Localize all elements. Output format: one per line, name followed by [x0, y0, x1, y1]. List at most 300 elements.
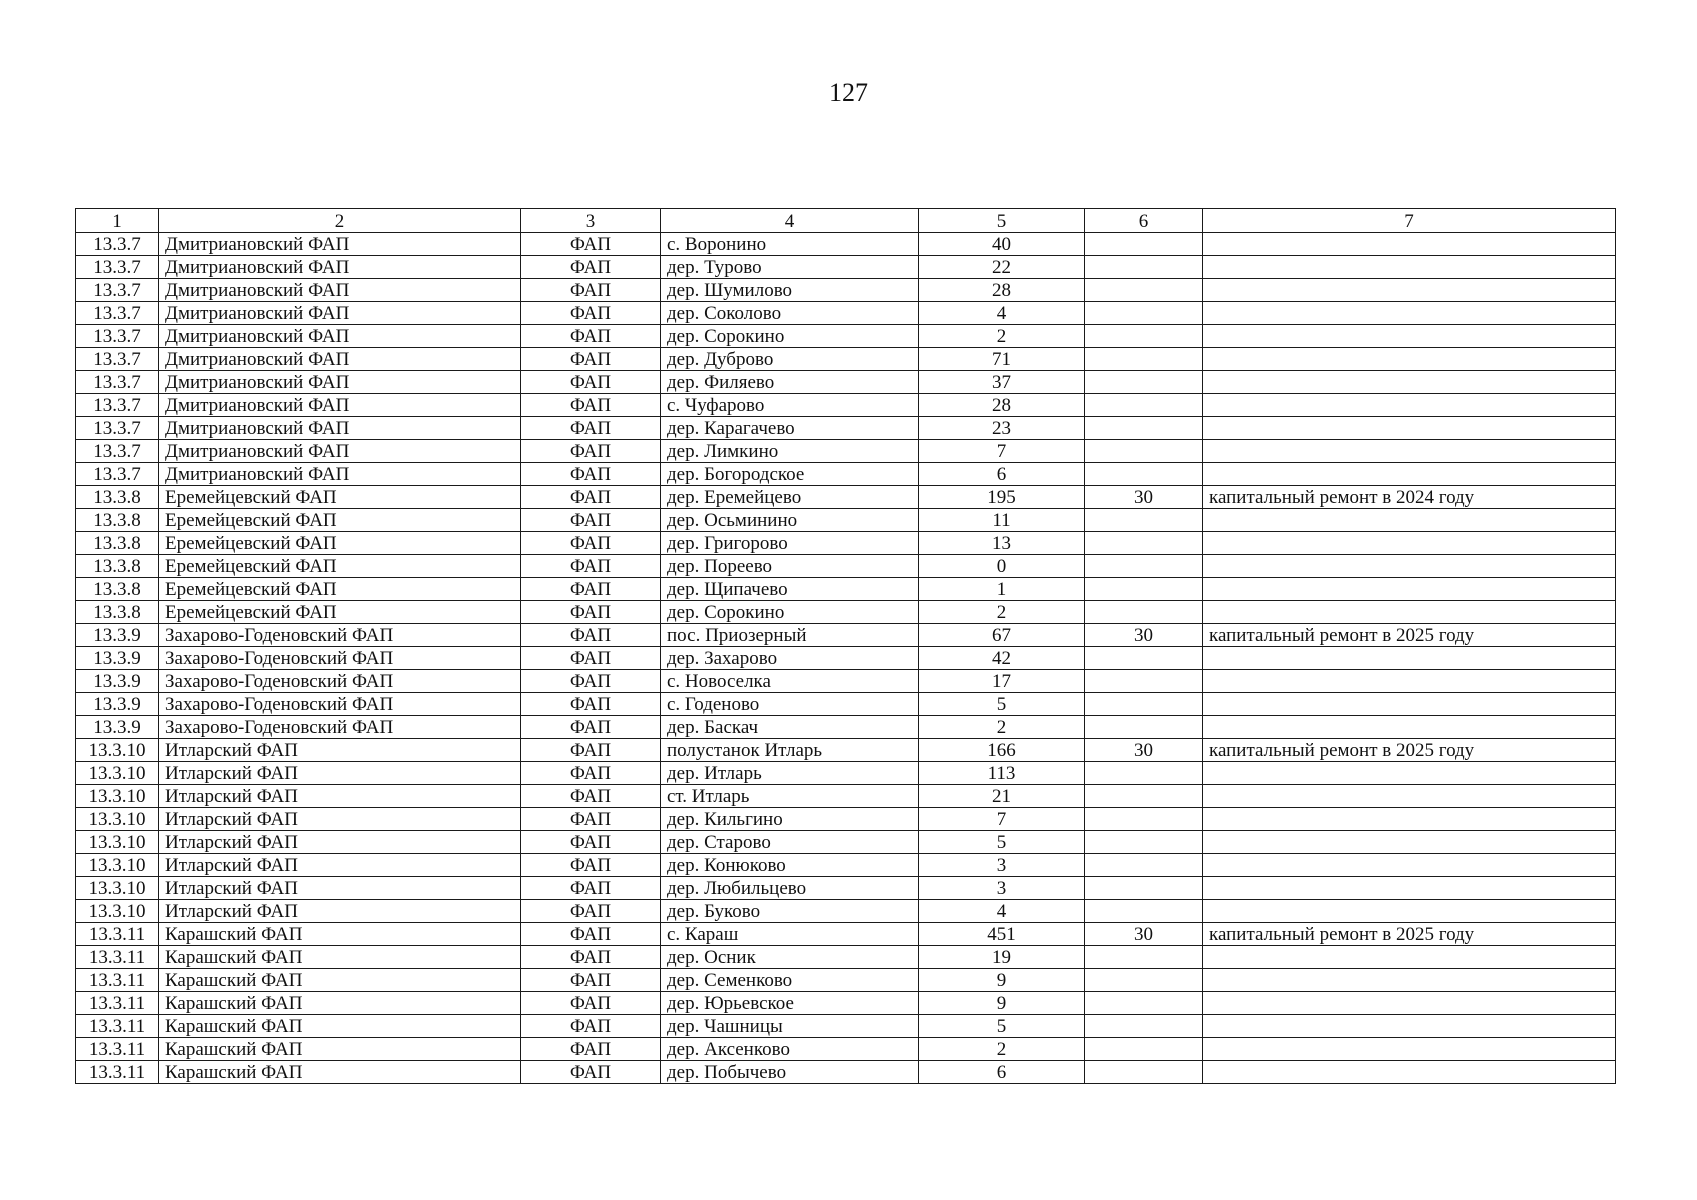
cell-row-number: 13.3.8	[76, 555, 159, 578]
table-row	[76, 1038, 1616, 1061]
cell-population: 451	[919, 923, 1085, 946]
cell-institution-type: ФАП	[521, 256, 661, 279]
cell-settlement: дер. Филяево	[661, 371, 919, 394]
table-row	[76, 854, 1616, 877]
cell-institution-type: ФАП	[521, 877, 661, 900]
cell-settlement: дер. Карагачево	[661, 417, 919, 440]
table-row	[76, 509, 1616, 532]
table-row	[76, 1061, 1616, 1084]
cell-settlement: дер. Буково	[661, 900, 919, 923]
table-row	[76, 440, 1616, 463]
cell-value-col6	[1085, 647, 1203, 670]
cell-row-number: 13.3.11	[76, 1038, 159, 1061]
cell-value-col6	[1085, 900, 1203, 923]
cell-value-col6	[1085, 279, 1203, 302]
cell-institution-type: ФАП	[521, 325, 661, 348]
cell-institution-name: Захарово-Годеновский ФАП	[159, 716, 521, 739]
table-row	[76, 256, 1616, 279]
cell-institution-type: ФАП	[521, 394, 661, 417]
cell-institution-name: Еремейцевский ФАП	[159, 486, 521, 509]
table-row	[76, 693, 1616, 716]
cell-settlement: дер. Осник	[661, 946, 919, 969]
cell-value-col6	[1085, 233, 1203, 256]
cell-institution-type: ФАП	[521, 440, 661, 463]
cell-institution-type: ФАП	[521, 762, 661, 785]
cell-row-number: 13.3.7	[76, 417, 159, 440]
cell-row-number: 13.3.10	[76, 854, 159, 877]
cell-population: 2	[919, 1038, 1085, 1061]
cell-value-col6	[1085, 417, 1203, 440]
cell-settlement: дер. Конюково	[661, 854, 919, 877]
cell-row-number: 13.3.8	[76, 486, 159, 509]
cell-institution-name: Захарово-Годеновский ФАП	[159, 624, 521, 647]
cell-value-col6	[1085, 693, 1203, 716]
cell-note	[1203, 1061, 1616, 1084]
cell-note	[1203, 394, 1616, 417]
cell-institution-type: ФАП	[521, 716, 661, 739]
cell-institution-name: Карашский ФАП	[159, 923, 521, 946]
cell-institution-type: ФАП	[521, 555, 661, 578]
cell-institution-name: Еремейцевский ФАП	[159, 578, 521, 601]
cell-institution-name: Дмитриановский ФАП	[159, 302, 521, 325]
cell-settlement: дер. Побычево	[661, 1061, 919, 1084]
page-number: 127	[829, 78, 868, 107]
cell-institution-name: Карашский ФАП	[159, 1061, 521, 1084]
cell-note	[1203, 233, 1616, 256]
table-row	[76, 900, 1616, 923]
cell-settlement: дер. Аксенково	[661, 1038, 919, 1061]
cell-value-col6: 30	[1085, 923, 1203, 946]
cell-settlement: дер. Еремейцево	[661, 486, 919, 509]
cell-population: 28	[919, 394, 1085, 417]
cell-note	[1203, 1015, 1616, 1038]
cell-institution-type: ФАП	[521, 854, 661, 877]
cell-row-number: 13.3.11	[76, 1015, 159, 1038]
table-row	[76, 279, 1616, 302]
cell-institution-name: Итларский ФАП	[159, 854, 521, 877]
cell-note: капитальный ремонт в 2025 году	[1203, 923, 1616, 946]
cell-settlement: ст. Итларь	[661, 785, 919, 808]
cell-note	[1203, 670, 1616, 693]
cell-value-col6	[1085, 831, 1203, 854]
cell-institution-name: Еремейцевский ФАП	[159, 601, 521, 624]
cell-note	[1203, 256, 1616, 279]
cell-note	[1203, 831, 1616, 854]
cell-population: 42	[919, 647, 1085, 670]
cell-settlement: дер. Баскач	[661, 716, 919, 739]
column-header-4: 4	[661, 209, 919, 233]
cell-population: 11	[919, 509, 1085, 532]
cell-population: 21	[919, 785, 1085, 808]
table-row	[76, 233, 1616, 256]
cell-value-col6	[1085, 302, 1203, 325]
cell-population: 13	[919, 532, 1085, 555]
cell-note: капитальный ремонт в 2025 году	[1203, 739, 1616, 762]
column-header-2: 2	[159, 209, 521, 233]
cell-row-number: 13.3.10	[76, 900, 159, 923]
cell-institution-type: ФАП	[521, 348, 661, 371]
cell-institution-type: ФАП	[521, 1061, 661, 1084]
cell-population: 17	[919, 670, 1085, 693]
cell-row-number: 13.3.7	[76, 325, 159, 348]
cell-note	[1203, 348, 1616, 371]
cell-row-number: 13.3.10	[76, 831, 159, 854]
cell-institution-type: ФАП	[521, 463, 661, 486]
column-header-3: 3	[521, 209, 661, 233]
cell-value-col6	[1085, 256, 1203, 279]
cell-institution-name: Карашский ФАП	[159, 969, 521, 992]
cell-value-col6	[1085, 348, 1203, 371]
cell-institution-name: Дмитриановский ФАП	[159, 440, 521, 463]
table-row	[76, 716, 1616, 739]
cell-institution-type: ФАП	[521, 578, 661, 601]
cell-row-number: 13.3.11	[76, 969, 159, 992]
cell-note	[1203, 601, 1616, 624]
cell-note	[1203, 532, 1616, 555]
cell-population: 7	[919, 808, 1085, 831]
cell-institution-type: ФАП	[521, 923, 661, 946]
cell-settlement: дер. Захарово	[661, 647, 919, 670]
cell-note	[1203, 946, 1616, 969]
cell-note	[1203, 440, 1616, 463]
cell-settlement: дер. Сорокино	[661, 325, 919, 348]
cell-population: 23	[919, 417, 1085, 440]
cell-note	[1203, 716, 1616, 739]
cell-settlement: дер. Старово	[661, 831, 919, 854]
cell-institution-name: Дмитриановский ФАП	[159, 348, 521, 371]
cell-settlement: дер. Богородское	[661, 463, 919, 486]
table-row	[76, 371, 1616, 394]
data-table	[75, 208, 1616, 1084]
cell-value-col6	[1085, 1015, 1203, 1038]
cell-institution-name: Дмитриановский ФАП	[159, 279, 521, 302]
cell-population: 113	[919, 762, 1085, 785]
table-row	[76, 555, 1616, 578]
cell-note	[1203, 509, 1616, 532]
cell-population: 166	[919, 739, 1085, 762]
cell-row-number: 13.3.7	[76, 371, 159, 394]
cell-institution-type: ФАП	[521, 693, 661, 716]
table-row	[76, 923, 1616, 946]
table-row	[76, 762, 1616, 785]
cell-institution-type: ФАП	[521, 233, 661, 256]
cell-note	[1203, 279, 1616, 302]
cell-institution-name: Захарово-Годеновский ФАП	[159, 670, 521, 693]
table-row	[76, 808, 1616, 831]
cell-value-col6: 30	[1085, 486, 1203, 509]
cell-population: 71	[919, 348, 1085, 371]
cell-value-col6	[1085, 394, 1203, 417]
cell-institution-name: Итларский ФАП	[159, 831, 521, 854]
cell-value-col6	[1085, 1038, 1203, 1061]
cell-institution-type: ФАП	[521, 831, 661, 854]
cell-institution-type: ФАП	[521, 302, 661, 325]
cell-row-number: 13.3.8	[76, 532, 159, 555]
cell-row-number: 13.3.7	[76, 394, 159, 417]
cell-institution-name: Итларский ФАП	[159, 785, 521, 808]
cell-value-col6	[1085, 716, 1203, 739]
cell-institution-type: ФАП	[521, 509, 661, 532]
cell-population: 1	[919, 578, 1085, 601]
cell-institution-name: Итларский ФАП	[159, 900, 521, 923]
cell-value-col6	[1085, 371, 1203, 394]
cell-value-col6	[1085, 785, 1203, 808]
cell-institution-type: ФАП	[521, 670, 661, 693]
cell-population: 6	[919, 463, 1085, 486]
cell-value-col6	[1085, 555, 1203, 578]
table-row	[76, 348, 1616, 371]
cell-settlement: дер. Чашницы	[661, 1015, 919, 1038]
cell-institution-type: ФАП	[521, 739, 661, 762]
cell-value-col6	[1085, 532, 1203, 555]
cell-institution-name: Карашский ФАП	[159, 992, 521, 1015]
cell-institution-type: ФАП	[521, 647, 661, 670]
cell-settlement: дер. Щипачево	[661, 578, 919, 601]
cell-institution-name: Итларский ФАП	[159, 762, 521, 785]
cell-institution-name: Дмитриановский ФАП	[159, 463, 521, 486]
cell-note	[1203, 1038, 1616, 1061]
cell-note	[1203, 808, 1616, 831]
cell-settlement: дер. Юрьевское	[661, 992, 919, 1015]
table-row	[76, 302, 1616, 325]
table-row	[76, 1015, 1616, 1038]
cell-population: 9	[919, 992, 1085, 1015]
cell-value-col6	[1085, 992, 1203, 1015]
cell-note: капитальный ремонт в 2024 году	[1203, 486, 1616, 509]
table-row	[76, 578, 1616, 601]
cell-note	[1203, 463, 1616, 486]
cell-note	[1203, 417, 1616, 440]
cell-institution-name: Дмитриановский ФАП	[159, 256, 521, 279]
cell-institution-type: ФАП	[521, 808, 661, 831]
cell-settlement: дер. Дуброво	[661, 348, 919, 371]
cell-institution-name: Карашский ФАП	[159, 1015, 521, 1038]
cell-population: 4	[919, 900, 1085, 923]
cell-population: 22	[919, 256, 1085, 279]
cell-value-col6	[1085, 854, 1203, 877]
cell-settlement: дер. Пореево	[661, 555, 919, 578]
cell-settlement: пос. Приозерный	[661, 624, 919, 647]
cell-row-number: 13.3.7	[76, 256, 159, 279]
cell-note	[1203, 693, 1616, 716]
column-header-7: 7	[1203, 209, 1616, 233]
cell-institution-type: ФАП	[521, 417, 661, 440]
cell-note	[1203, 877, 1616, 900]
cell-value-col6	[1085, 509, 1203, 532]
cell-row-number: 13.3.9	[76, 716, 159, 739]
cell-settlement: дер. Осьминино	[661, 509, 919, 532]
cell-settlement: полустанок Итларь	[661, 739, 919, 762]
cell-institution-name: Итларский ФАП	[159, 808, 521, 831]
cell-institution-name: Еремейцевский ФАП	[159, 555, 521, 578]
cell-institution-type: ФАП	[521, 486, 661, 509]
cell-value-col6	[1085, 440, 1203, 463]
cell-institution-type: ФАП	[521, 969, 661, 992]
cell-value-col6	[1085, 1061, 1203, 1084]
cell-value-col6	[1085, 670, 1203, 693]
cell-institution-name: Итларский ФАП	[159, 877, 521, 900]
cell-population: 67	[919, 624, 1085, 647]
cell-settlement: с. Караш	[661, 923, 919, 946]
cell-institution-name: Еремейцевский ФАП	[159, 509, 521, 532]
cell-population: 40	[919, 233, 1085, 256]
table-row	[76, 647, 1616, 670]
cell-value-col6	[1085, 946, 1203, 969]
cell-value-col6	[1085, 969, 1203, 992]
cell-note	[1203, 762, 1616, 785]
cell-value-col6: 30	[1085, 624, 1203, 647]
cell-population: 6	[919, 1061, 1085, 1084]
cell-institution-name: Еремейцевский ФАП	[159, 532, 521, 555]
cell-value-col6	[1085, 808, 1203, 831]
cell-population: 4	[919, 302, 1085, 325]
cell-population: 2	[919, 325, 1085, 348]
table-row	[76, 486, 1616, 509]
cell-institution-type: ФАП	[521, 946, 661, 969]
cell-institution-name: Дмитриановский ФАП	[159, 325, 521, 348]
cell-settlement: дер. Турово	[661, 256, 919, 279]
cell-population: 28	[919, 279, 1085, 302]
cell-settlement: дер. Итларь	[661, 762, 919, 785]
cell-population: 3	[919, 877, 1085, 900]
cell-settlement: дер. Семенково	[661, 969, 919, 992]
table-row	[76, 785, 1616, 808]
column-header-1: 1	[76, 209, 159, 233]
cell-row-number: 13.3.9	[76, 624, 159, 647]
cell-institution-name: Карашский ФАП	[159, 946, 521, 969]
cell-value-col6	[1085, 601, 1203, 624]
table-row	[76, 463, 1616, 486]
cell-row-number: 13.3.7	[76, 463, 159, 486]
table-row	[76, 670, 1616, 693]
cell-population: 195	[919, 486, 1085, 509]
table-row	[76, 969, 1616, 992]
cell-note	[1203, 325, 1616, 348]
cell-institution-type: ФАП	[521, 601, 661, 624]
cell-row-number: 13.3.9	[76, 670, 159, 693]
cell-value-col6	[1085, 877, 1203, 900]
cell-row-number: 13.3.7	[76, 233, 159, 256]
cell-population: 0	[919, 555, 1085, 578]
table-row	[76, 417, 1616, 440]
cell-row-number: 13.3.10	[76, 762, 159, 785]
cell-institution-name: Дмитриановский ФАП	[159, 394, 521, 417]
cell-note	[1203, 992, 1616, 1015]
cell-institution-type: ФАП	[521, 532, 661, 555]
cell-note	[1203, 578, 1616, 601]
table-row	[76, 601, 1616, 624]
cell-population: 7	[919, 440, 1085, 463]
cell-institution-type: ФАП	[521, 624, 661, 647]
cell-population: 5	[919, 693, 1085, 716]
cell-note	[1203, 900, 1616, 923]
table-row	[76, 831, 1616, 854]
cell-note	[1203, 647, 1616, 670]
table-row	[76, 532, 1616, 555]
cell-institution-type: ФАП	[521, 785, 661, 808]
cell-note	[1203, 854, 1616, 877]
cell-row-number: 13.3.7	[76, 348, 159, 371]
cell-institution-type: ФАП	[521, 900, 661, 923]
cell-note	[1203, 302, 1616, 325]
cell-row-number: 13.3.11	[76, 992, 159, 1015]
cell-row-number: 13.3.10	[76, 877, 159, 900]
cell-row-number: 13.3.8	[76, 509, 159, 532]
column-header-6: 6	[1085, 209, 1203, 233]
cell-row-number: 13.3.7	[76, 279, 159, 302]
cell-population: 5	[919, 831, 1085, 854]
cell-settlement: дер. Кильгино	[661, 808, 919, 831]
cell-population: 2	[919, 601, 1085, 624]
cell-settlement: с. Воронино	[661, 233, 919, 256]
cell-settlement: с. Новоселка	[661, 670, 919, 693]
cell-value-col6: 30	[1085, 739, 1203, 762]
table-row	[76, 992, 1616, 1015]
cell-institution-name: Карашский ФАП	[159, 1038, 521, 1061]
cell-institution-type: ФАП	[521, 279, 661, 302]
cell-note	[1203, 785, 1616, 808]
cell-population: 19	[919, 946, 1085, 969]
table-row	[76, 946, 1616, 969]
cell-value-col6	[1085, 578, 1203, 601]
cell-value-col6	[1085, 463, 1203, 486]
cell-row-number: 13.3.9	[76, 647, 159, 670]
cell-row-number: 13.3.11	[76, 1061, 159, 1084]
cell-row-number: 13.3.8	[76, 601, 159, 624]
cell-row-number: 13.3.7	[76, 440, 159, 463]
cell-institution-type: ФАП	[521, 1015, 661, 1038]
cell-value-col6	[1085, 762, 1203, 785]
cell-institution-type: ФАП	[521, 1038, 661, 1061]
cell-row-number: 13.3.10	[76, 739, 159, 762]
cell-population: 3	[919, 854, 1085, 877]
table-header-row	[76, 209, 1616, 233]
cell-institution-name: Захарово-Годеновский ФАП	[159, 693, 521, 716]
cell-institution-name: Дмитриановский ФАП	[159, 417, 521, 440]
table-row	[76, 325, 1616, 348]
cell-note	[1203, 371, 1616, 394]
table-row	[76, 739, 1616, 762]
cell-row-number: 13.3.8	[76, 578, 159, 601]
table-body	[76, 233, 1616, 1084]
cell-institution-name: Захарово-Годеновский ФАП	[159, 647, 521, 670]
cell-institution-name: Итларский ФАП	[159, 739, 521, 762]
table-row	[76, 877, 1616, 900]
cell-row-number: 13.3.10	[76, 808, 159, 831]
cell-value-col6	[1085, 325, 1203, 348]
cell-row-number: 13.3.11	[76, 923, 159, 946]
cell-settlement: дер. Сорокино	[661, 601, 919, 624]
cell-row-number: 13.3.9	[76, 693, 159, 716]
cell-row-number: 13.3.7	[76, 302, 159, 325]
cell-row-number: 13.3.10	[76, 785, 159, 808]
table-row	[76, 624, 1616, 647]
cell-institution-type: ФАП	[521, 992, 661, 1015]
cell-settlement: дер. Лимкино	[661, 440, 919, 463]
cell-settlement: с. Годеново	[661, 693, 919, 716]
cell-settlement: с. Чуфарово	[661, 394, 919, 417]
cell-row-number: 13.3.11	[76, 946, 159, 969]
cell-institution-name: Дмитриановский ФАП	[159, 371, 521, 394]
cell-settlement: дер. Соколово	[661, 302, 919, 325]
cell-note	[1203, 969, 1616, 992]
table-row	[76, 394, 1616, 417]
cell-settlement: дер. Григорово	[661, 532, 919, 555]
cell-note	[1203, 555, 1616, 578]
cell-note: капитальный ремонт в 2025 году	[1203, 624, 1616, 647]
cell-settlement: дер. Любильцево	[661, 877, 919, 900]
cell-population: 2	[919, 716, 1085, 739]
